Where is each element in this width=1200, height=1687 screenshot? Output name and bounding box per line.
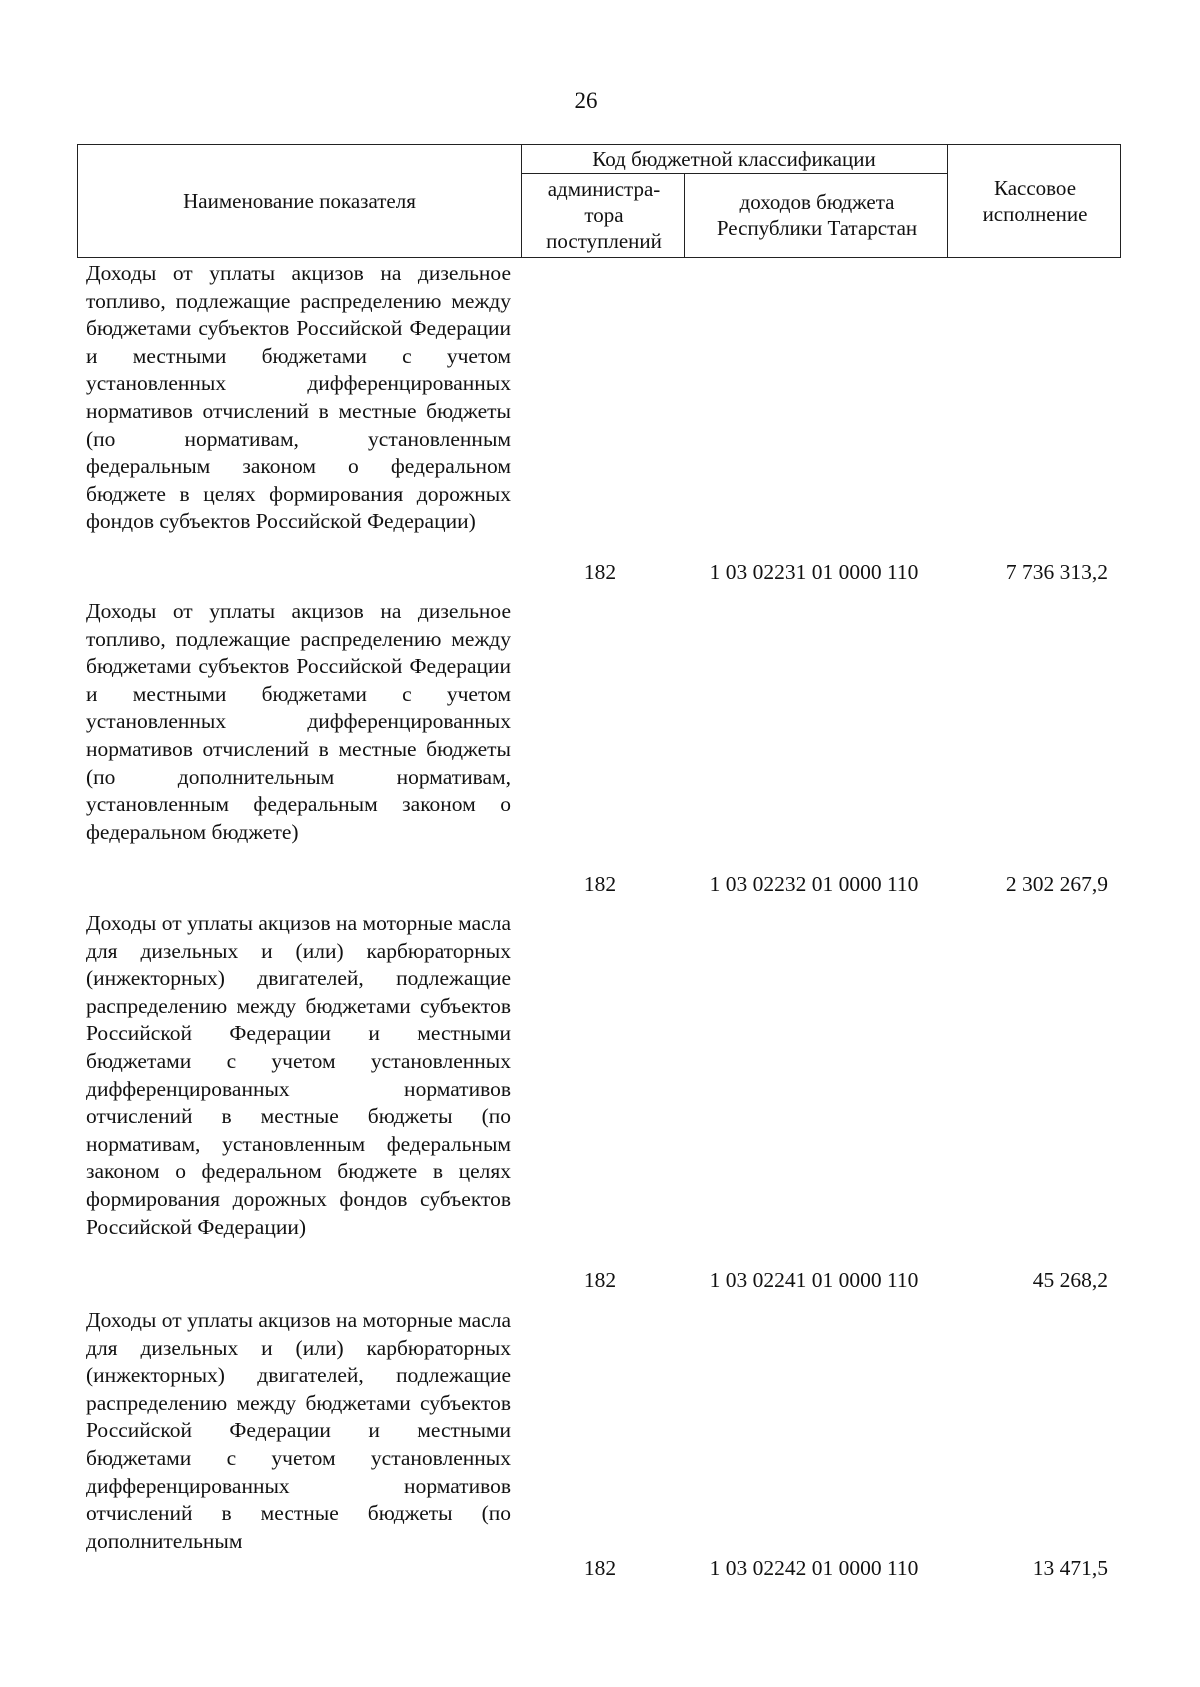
table-row (0, 1307, 1200, 1607)
table-row (0, 260, 1200, 600)
header-cash-execution: Кассовое исполнение (982, 176, 1088, 226)
header-indicator-name: Наименование показателя (183, 189, 416, 213)
page-number: 26 (574, 88, 598, 113)
budget-classification-code: 1 03 02242 01 0000 110 (709, 1556, 919, 1580)
header-budget-code-group: Код бюджетной классификации (592, 147, 876, 171)
table-header (77, 144, 1121, 258)
administrator-code: 182 (583, 1556, 617, 1580)
administrator-code: 182 (583, 560, 617, 584)
administrator-code: 182 (583, 1268, 617, 1292)
header-divider (684, 173, 685, 257)
table-row (0, 598, 1200, 910)
cash-execution-amount: 2 302 267,9 (1005, 872, 1108, 896)
cash-execution-amount: 7 736 313,2 (1005, 560, 1108, 584)
cash-execution-amount: 45 268,2 (1032, 1268, 1108, 1292)
header-administrator: администра-тора поступлений (546, 177, 662, 253)
indicator-name: Доходы от уплаты акцизов на моторные масла для дизельных и (или) карбюраторных (инжекторных) двигателей, подлежащие распределению между бюджетами субъектов Российской Федерации и местными бюджетами с учетом установленных дифференцированных нормативов отчислений в местные бюджеты (по дополнительным (86, 1308, 511, 1553)
indicator-name: Доходы от уплаты акцизов на моторные масла для дизельных и (или) карбюраторных (инжекторных) двигателей, подлежащие распределению между бюджетами субъектов Российской Федерации и местными бюджетами с учетом установленных дифференцированных нормативов отчислений в местные бюджеты (по нормативам, установленным федеральным законом о федеральном бюджете в целях формирования дорожных фондов субъектов Российской Федерации) (86, 911, 511, 1239)
cash-execution-amount: 13 471,5 (1032, 1556, 1108, 1580)
header-divider (947, 145, 948, 257)
budget-classification-code: 1 03 02232 01 0000 110 (709, 872, 919, 896)
administrator-code: 182 (583, 872, 617, 896)
header-revenue-code: доходов бюджета Республики Татарстан (716, 190, 918, 240)
budget-classification-code: 1 03 02241 01 0000 110 (709, 1268, 919, 1292)
indicator-name: Доходы от уплаты акцизов на дизельное топливо, подлежащие распределению между бюджетами субъектов Российской Федерации и местными бюджетами с учетом установленных дифференцированных нормативов отчислений в местные бюджеты (по дополнительным нормативам, установленным федеральным законом о федеральном бюджете) (86, 599, 511, 844)
budget-classification-code: 1 03 02231 01 0000 110 (709, 560, 919, 584)
table-row (0, 910, 1200, 1306)
indicator-name: Доходы от уплаты акцизов на дизельное топливо, подлежащие распределению между бюджетами субъектов Российской Федерации и местными бюджетами с учетом установленных дифференцированных нормативов отчислений в местные бюджеты (по нормативам, установленным федеральным законом о федеральном бюджете в целях формирования дорожных фондов субъектов Российской Федерации) (86, 261, 511, 534)
